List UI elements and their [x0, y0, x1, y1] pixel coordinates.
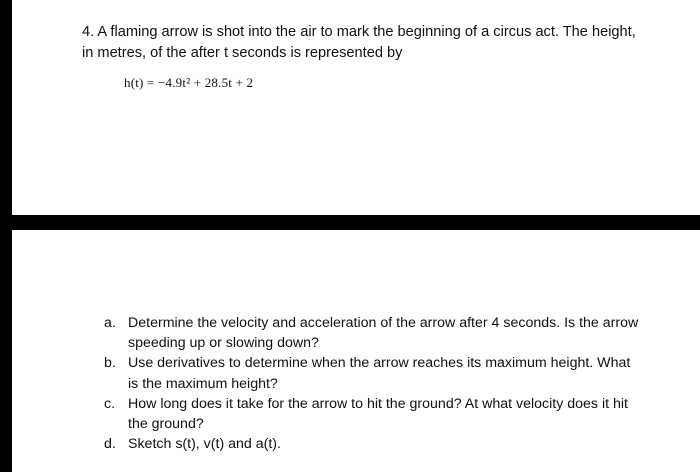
list-item [104, 434, 644, 454]
question-text: 4. A flaming arrow is shot into the air to mark the beginning of a circus act. The height, in metres, of the after t seconds is represented by [82, 24, 636, 61]
list-item [104, 394, 644, 434]
part-d-text: Sketch s(t), v(t) and a(t). [128, 436, 281, 453]
list-marker: a. [104, 315, 116, 331]
height-formula: h(t) = −4.9t² + 28.5t + 2 [124, 75, 254, 90]
part-a-text: Determine the velocity and acceleration of the arrow after 4 seconds. Is the arrow speeding up or slowing down? [128, 315, 639, 352]
part-c-text: How long does it take for the arrow to hit the ground? At what velocity does it hit the ground? [128, 395, 628, 433]
list-item [104, 353, 644, 393]
list-marker: c. [104, 395, 116, 412]
question-parts-list [104, 313, 644, 454]
part-b-text: Use derivatives to determine when the arrow reaches its maximum height. What is the maximum height? [128, 355, 631, 392]
list-marker: b. [104, 355, 116, 372]
list-marker: d. [104, 436, 116, 453]
list-item [104, 313, 644, 353]
